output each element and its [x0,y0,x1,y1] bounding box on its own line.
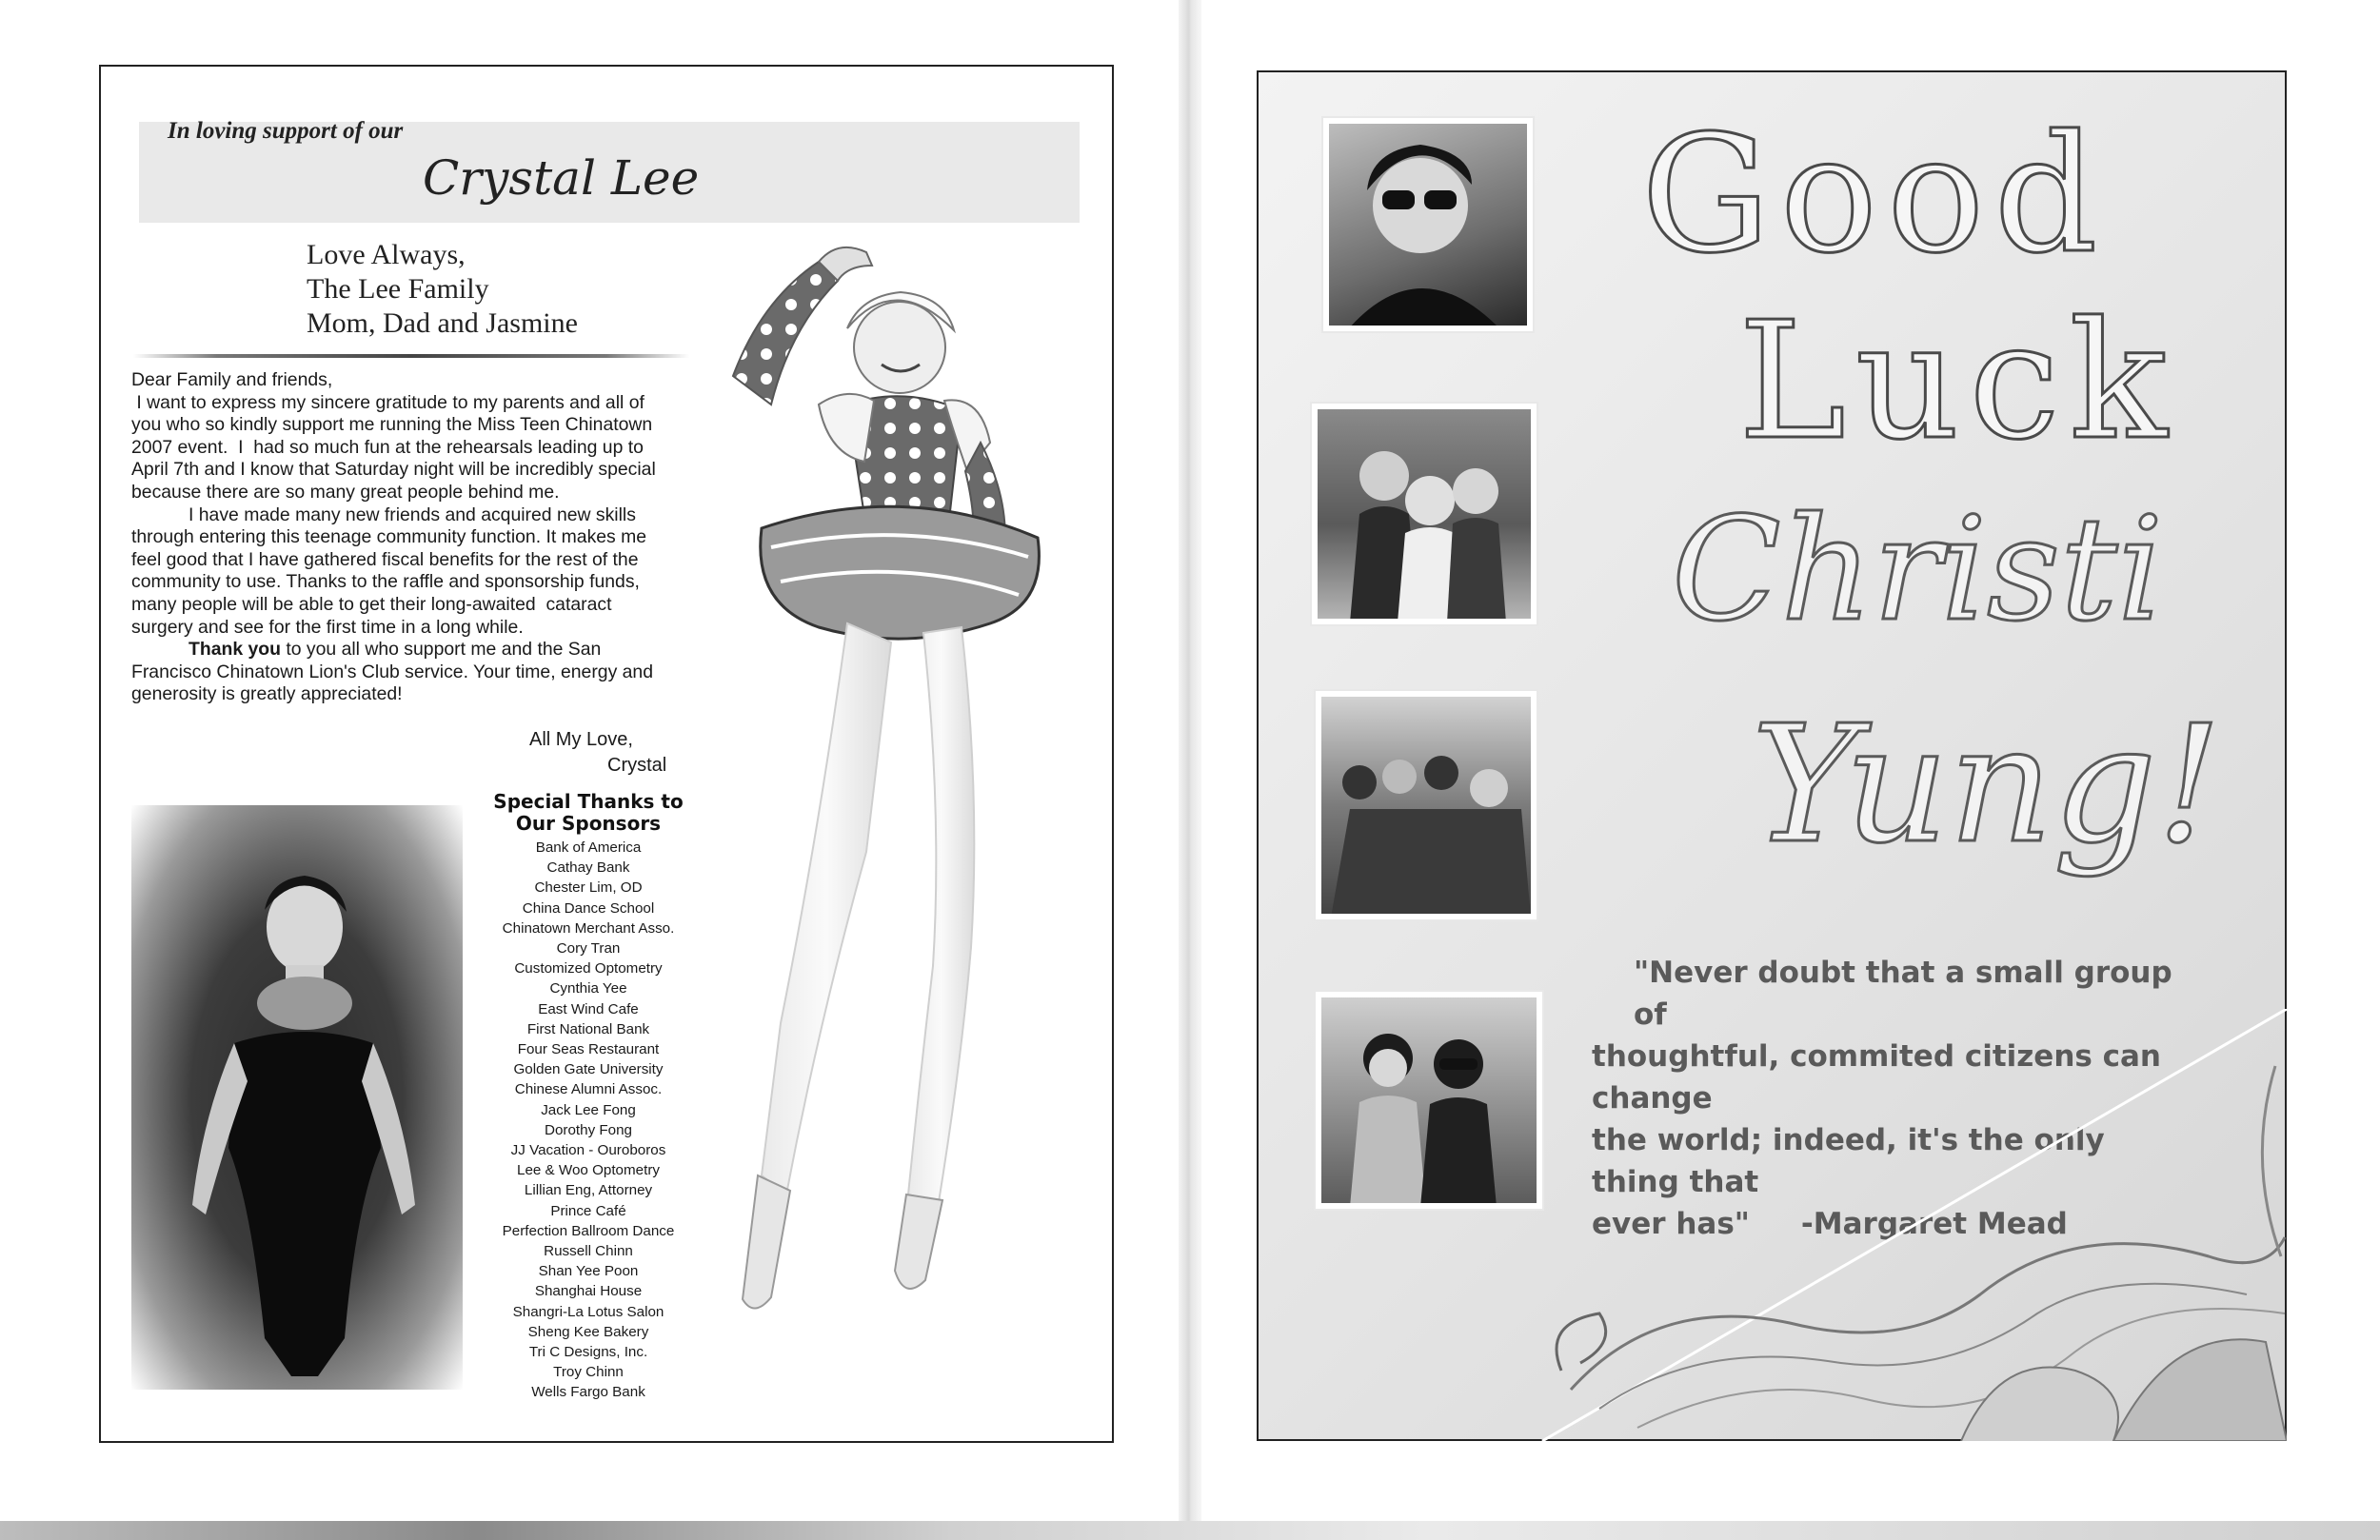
sponsor-item: Jack Lee Fong [541,1101,636,1118]
sponsor-item: Lillian Eng, Attorney [524,1182,653,1199]
sponsor-item: Chester Lim, OD [534,879,643,897]
sponsor-item: Shangri-La Lotus Salon [512,1303,664,1320]
sponsor-item: First National Bank [526,1020,650,1037]
sponsor-item: Chinese Alumni Assoc. [514,1081,663,1098]
signoff-line: Love Always, [307,239,466,270]
sponsor-item: Shan Yee Poon [538,1263,639,1280]
quote-line: "Never doubt that a small group of [1634,956,2172,1032]
family-signoff [307,238,578,341]
sponsor-item: Russell Chinn [544,1243,633,1260]
headline-yung: Yung! [1752,691,2222,879]
page-gutter [1179,0,1201,1540]
support-line: In loving support of our [168,118,404,144]
letter-line: you who so kindly support me running the Miss Teen Chinatown [131,414,653,436]
sponsor-item: East Wind Cafe [538,1000,639,1017]
signoff-line: The Lee Family [307,273,489,305]
quote-line: ever has" -Margaret Mead [1592,1207,2068,1241]
quote-line: thoughtful, commited citizens can change [1592,1039,2162,1116]
closing-signature: Crystal [607,755,667,776]
decorative-swirl [1257,1009,2287,1441]
photo-figure [1329,124,1527,326]
ballerina-photo [704,243,1104,1404]
sponsors-title: Our Sponsors [515,812,662,835]
sponsor-item: Perfection Ballroom Dance [502,1222,675,1239]
sponsor-item: Dorothy Fong [544,1121,632,1138]
letter-line: I want to express my sincere gratitude to my parents and all of [131,391,645,413]
letter-closing [529,727,666,779]
closing-line: All My Love, [529,729,633,750]
sponsor-item: Prince Café [550,1202,626,1219]
divider-rule [133,354,689,358]
sponsor-item: Customized Optometry [514,960,663,977]
letter-line: many people will be able to get their long-awaited cataract [131,593,612,615]
sponsor-item: Cynthia Yee [549,980,627,997]
sponsor-item: Shanghai House [534,1283,643,1300]
letter-line: Francisco Chinatown Lion's Club service. Your time, energy and [131,661,654,682]
letter-line: April 7th and I know that Saturday night will be incredibly special [131,459,656,481]
letter-line: surgery and see for the first time in a long while. [131,616,524,638]
letter-text: to you all who support me and the San [280,639,602,661]
bottom-edge [0,1521,2380,1540]
photo-sunglasses-portrait [1321,116,1535,333]
letter-body [131,369,699,706]
photo-figure [1321,697,1531,914]
sponsor-item: China Dance School [522,899,655,917]
headline-christi: Christi [1672,487,2164,653]
sponsor-item: Sheng Kee Bakery [527,1323,649,1340]
sponsor-item: Cathay Bank [546,859,630,877]
sponsor-item: Wells Fargo Bank [531,1384,645,1401]
honoree-name: Crystal Lee [423,150,700,206]
headline-good: Good [1641,101,2108,289]
letter-line: I have made many new friends and acquired new skills [188,503,636,525]
letter-line: because there are so many great people behind me. [131,481,560,503]
sponsor-item: Four Seas Restaurant [517,1041,660,1058]
quote-line: the world; indeed, it's the only thing that [1592,1123,2105,1199]
letter-line [131,639,699,661]
sponsors-list [476,790,701,1403]
sponsor-item: Chinatown Merchant Asso. [502,919,675,937]
sponsors-title: Special Thanks to [493,790,684,813]
letter-line: through entering this teenage community function. It makes me [131,526,647,548]
signoff-line: Mom, Dad and Jasmine [307,307,578,339]
sponsor-item: Troy Chinn [553,1364,624,1381]
headline-luck: Luck [1738,287,2177,476]
portrait-photo [131,805,463,1390]
photo-group-three [1310,402,1538,626]
photo-group-friends [1314,689,1538,921]
sponsor-item: JJ Vacation - Ouroboros [510,1142,666,1159]
thank-you-bold: Thank you [188,639,281,661]
sponsor-item: Tri C Designs, Inc. [528,1344,648,1361]
letter-line: 2007 event. I had so much fun at the rehearsals leading up to [131,436,644,458]
sponsor-item: Lee & Woo Optometry [517,1162,660,1179]
sponsor-item: Cory Tran [556,940,621,958]
sponsor-item: Bank of America [535,839,642,856]
photo-figure [1318,409,1531,619]
portrait-figure [131,805,463,1390]
letter-greeting: Dear Family and friends, [131,369,333,390]
sponsor-item: Golden Gate University [513,1061,664,1078]
letter-line: generosity is greatly appreciated! [131,683,403,705]
letter-line: community to use. Thanks to the raffle and sponsorship funds, [131,571,640,593]
letter-line: feel good that I have gathered fiscal benefits for the rest of the [131,548,639,570]
